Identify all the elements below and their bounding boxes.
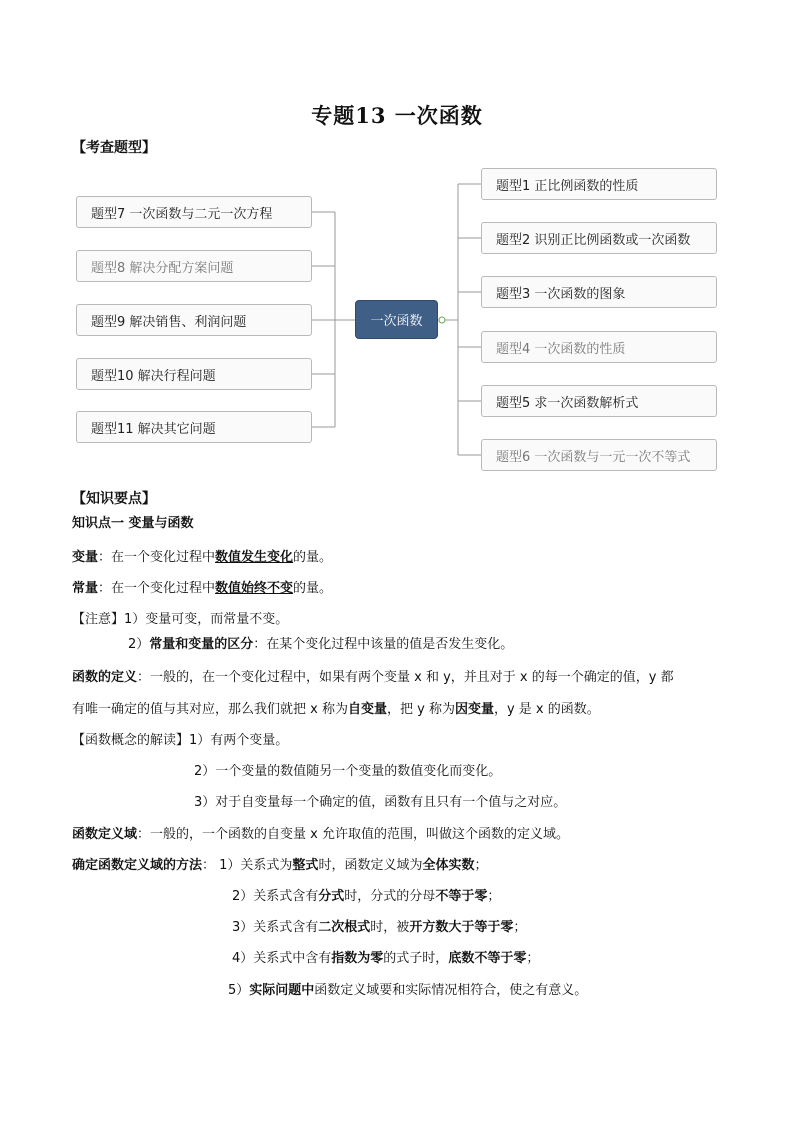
domain-method-3: 3）关系式含有二次根式时，被开方数大于等于零； xyxy=(232,920,527,935)
note-2: 2）常量和变量的区分：在某个变化过程中该量的值是否发生变化。 xyxy=(128,637,514,652)
mindmap-node-type4: 题型4 一次函数的性质 xyxy=(481,331,717,363)
domain-method-5: 5）实际问题中函数定义域要和实际情况相符合，使之有意义。 xyxy=(228,983,588,998)
domain-method-2: 2）关系式含有分式时，分式的分母不等于零； xyxy=(232,889,501,904)
knowledge-point-title: 知识点一 变量与函数 xyxy=(72,516,194,531)
mindmap-node-type1: 题型1 正比例函数的性质 xyxy=(481,168,717,200)
mindmap-node-type11: 题型11 解决其它问题 xyxy=(76,411,312,443)
domain-definition: 函数定义域：一般的，一个函数的自变量 x 允许取值的范围，叫做这个函数的定义域。 xyxy=(72,827,569,842)
mindmap-node-type8: 题型8 解决分配方案问题 xyxy=(76,250,312,282)
function-definition-line1: 函数的定义：一般的，在一个变化过程中，如果有两个变量 x 和 y，并且对于 x 的每一个确定的值，y 都 xyxy=(72,670,674,685)
mindmap-node-type2: 题型2 识别正比例函数或一次函数 xyxy=(481,222,717,254)
mindmap-center-node: 一次函数 xyxy=(355,300,438,339)
constant-definition: 常量：在一个变化过程中数值始终不变的量。 xyxy=(72,581,333,596)
interpretation-2: 2）一个变量的数值随另一个变量的数值变化而变化。 xyxy=(194,764,502,779)
page-title: 专题13 一次函数 xyxy=(311,103,483,128)
section-heading-types: 【考查题型】 xyxy=(72,140,156,156)
mindmap-node-type3: 题型3 一次函数的图象 xyxy=(481,276,717,308)
mindmap-node-type9: 题型9 解决销售、利润问题 xyxy=(76,304,312,336)
domain-method-1: 确定函数定义域的方法： 1）关系式为整式时，函数定义域为全体实数； xyxy=(72,858,488,873)
function-definition-line2: 有唯一确定的值与其对应，那么我们就把 x 称为自变量，把 y 称为因变量，y 是 x 的函数。 xyxy=(72,702,600,717)
mindmap-node-type10: 题型10 解决行程问题 xyxy=(76,358,312,390)
interpretation-1: 【函数概念的解读】1）有两个变量。 xyxy=(72,733,289,748)
note-1: 【注意】1）变量可变，而常量不变。 xyxy=(72,612,289,627)
mindmap-node-type5: 题型5 求一次函数解析式 xyxy=(481,385,717,417)
domain-method-4: 4）关系式中含有指数为零的式子时，底数不等于零； xyxy=(232,951,540,966)
variable-definition: 变量：在一个变化过程中数值发生变化的量。 xyxy=(72,550,333,565)
section-heading-knowledge: 【知识要点】 xyxy=(72,491,156,507)
mindmap-node-type6: 题型6 一次函数与一元一次不等式 xyxy=(481,439,717,471)
interpretation-3: 3）对于自变量每一个确定的值，函数有且只有一个值与之对应。 xyxy=(194,795,567,810)
mindmap-node-type7: 题型7 一次函数与二元一次方程 xyxy=(76,196,312,228)
